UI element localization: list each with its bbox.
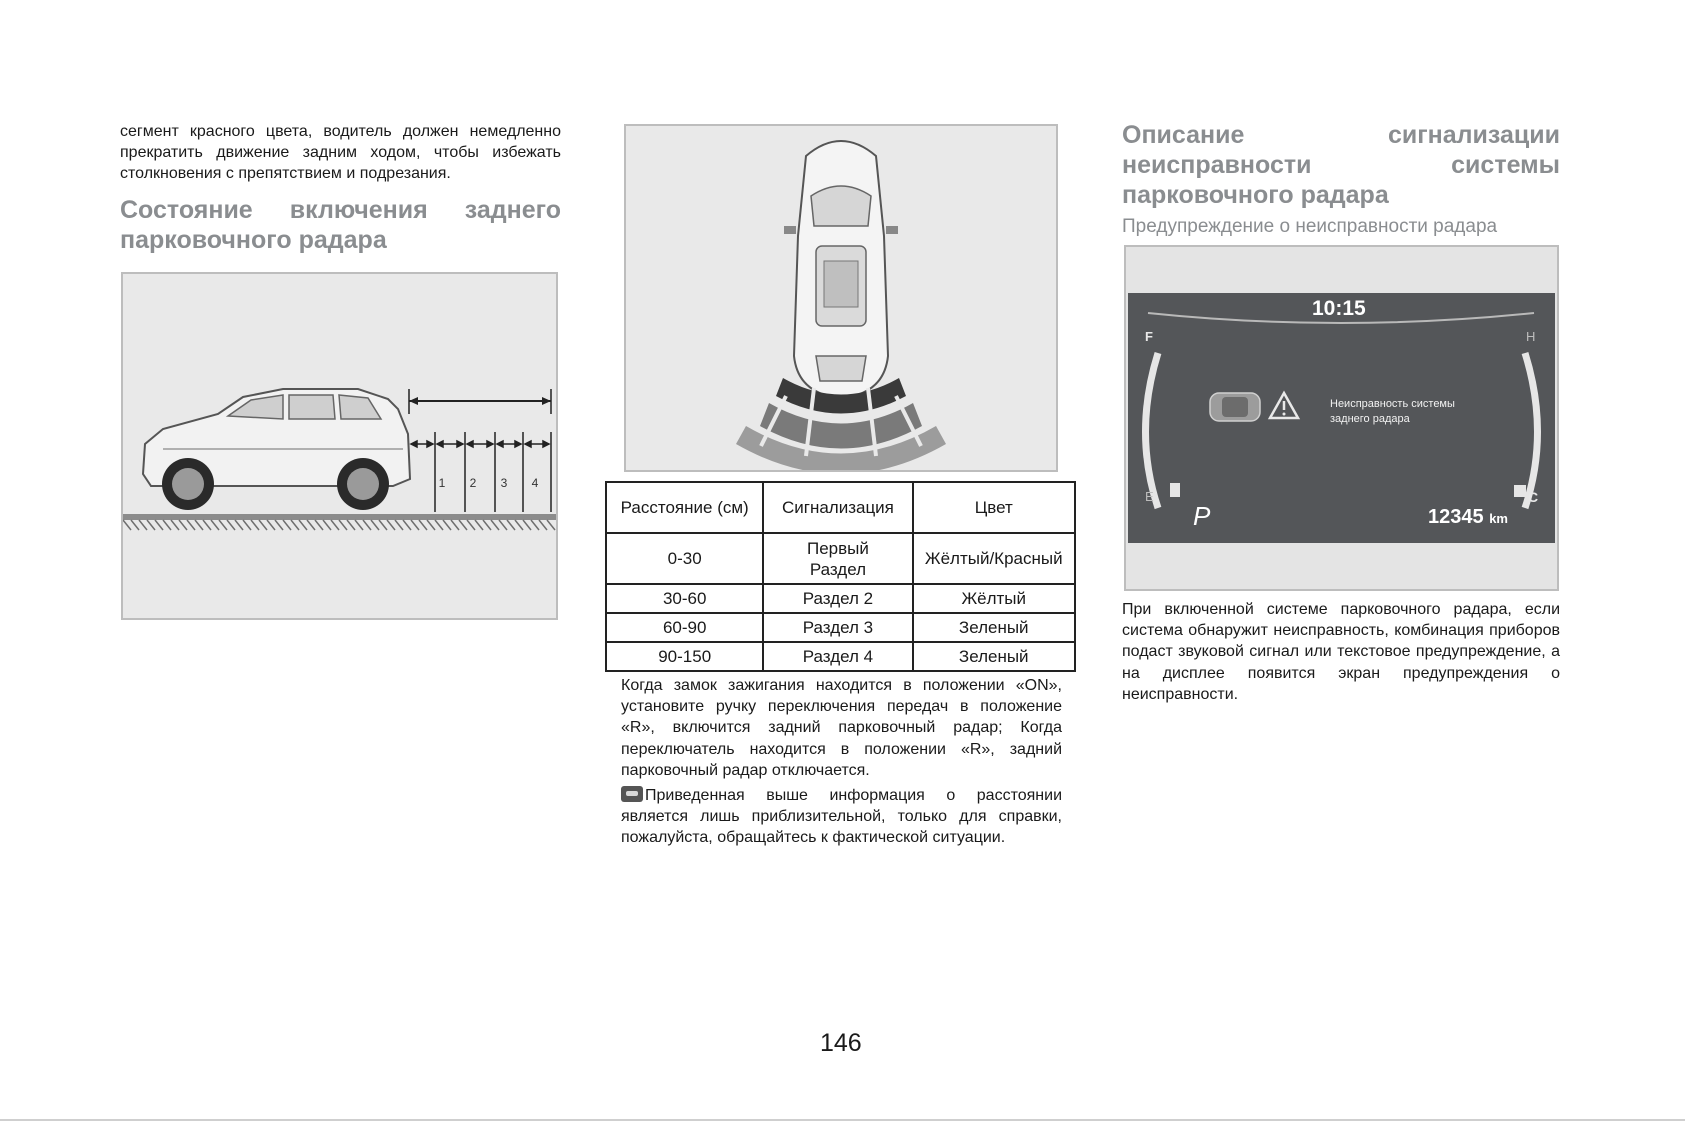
section-heading-rear-radar: Состояние включения заднего парковочного радара	[120, 195, 561, 254]
table-cell: Жёлтый/Красный	[913, 533, 1076, 584]
column-right	[1122, 120, 1560, 238]
subheading-fault-warning: Предупреждение о неисправности радара	[1122, 216, 1498, 237]
table-row	[606, 613, 1075, 642]
note-text: Приведенная выше информация о расстоянии является лишь приблизительной, только для справки, пожалуйста, обращайтесь к фактической ситуации.	[621, 787, 1062, 847]
warning-line2: заднего радара	[1330, 413, 1410, 425]
table-row	[606, 533, 1075, 584]
table-cell: Зеленый	[913, 642, 1076, 671]
warning-line1: Неисправность системы	[1330, 398, 1455, 410]
column-middle-text	[621, 675, 1062, 849]
figure-cluster-display	[1124, 245, 1559, 591]
paragraph-fault: При включенной системе парковочного радара, если система обнаружит неисправность, комбинация приборов подаст звуковой сигнал или текстовое предупреждение, а на дисплее появится экран предупреждения о неисправности.	[1122, 601, 1560, 703]
table-header: Расстояние (см)	[606, 482, 763, 533]
table-cell: Раздел 3	[763, 613, 912, 642]
table-cell: Жёлтый	[913, 584, 1076, 613]
segment-label: 3	[500, 476, 508, 490]
table-cell: 60-90	[606, 613, 763, 642]
clock-time: 10:15	[1312, 297, 1366, 320]
temp-hot-label: H	[1526, 329, 1536, 344]
fuel-empty-label: E	[1145, 489, 1154, 504]
note-icon	[621, 786, 643, 802]
table-cell: Зеленый	[913, 613, 1076, 642]
table-cell: 30-60	[606, 584, 763, 613]
fuel-full-label: F	[1145, 329, 1153, 344]
odometer-unit: km	[1489, 511, 1508, 526]
radar-distance-table	[605, 481, 1076, 672]
table-cell: Раздел 2	[763, 584, 912, 613]
odometer	[1428, 506, 1508, 529]
paragraph-ignition: Когда замок зажигания находится в положении «ON», установите ручку переключения передач в положение «R», включится задний парковочный радар; Когда переключатель находится в положении «R», задний парковочный радар отключается.	[621, 677, 1062, 779]
table-header: Цвет	[913, 482, 1076, 533]
bottom-rule	[0, 1119, 1685, 1121]
temp-cold-label: C	[1528, 489, 1539, 505]
segment-label: 1	[438, 476, 446, 490]
table-row	[606, 584, 1075, 613]
cluster-screen	[1128, 293, 1555, 543]
warning-message	[1330, 397, 1455, 427]
table-cell: Первый Раздел	[763, 533, 912, 584]
figure-car-top-radar	[624, 124, 1058, 472]
odometer-value: 12345	[1428, 506, 1484, 528]
table-row	[606, 642, 1075, 671]
column-right-text	[1122, 599, 1560, 705]
note-paragraph	[621, 785, 1062, 849]
table-cell: Раздел 4	[763, 642, 912, 671]
table-header: Сигнализация	[763, 482, 912, 533]
page-number: 146	[820, 1029, 862, 1057]
table-cell: 90-150	[606, 642, 763, 671]
paragraph-continuation: сегмент красного цвета, водитель должен немедленно прекратить движение задним ходом, чтобы избежать столкновения с препятствием и подрезания.	[120, 123, 561, 183]
table-cell: 0-30	[606, 533, 763, 584]
car-top-illustration	[626, 126, 1056, 470]
gear-indicator: P	[1193, 501, 1211, 531]
column-left	[120, 121, 561, 255]
segment-label: 2	[469, 476, 477, 490]
car-side-illustration	[123, 274, 556, 618]
section-heading-fault: Описание сигнализации неисправности системы парковочного радара	[1122, 121, 1560, 209]
segment-label: 4	[531, 476, 539, 490]
figure-car-side-distance	[121, 272, 558, 620]
